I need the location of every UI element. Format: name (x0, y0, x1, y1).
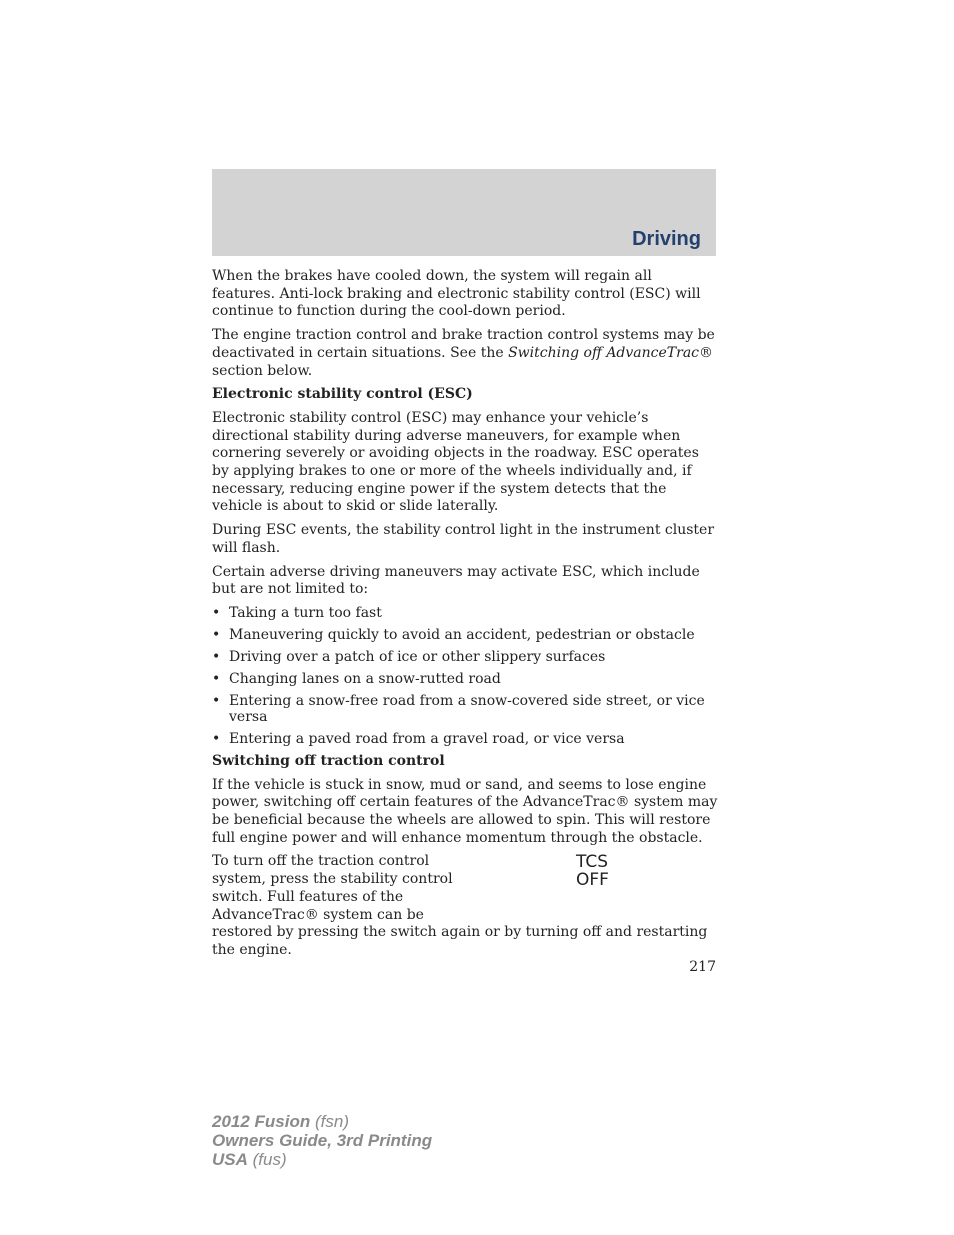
paragraph-esc-description: Electronic stability control (ESC) may enhance your vehicle’s directional stability during adverse maneuvers, for example when cornering severely or avoiding objects in the roadway. ESC operates by applying brakes to one or more of the wheels individually and, if necessary, reducing engine power if the system detects that the vehicle is about to skid or slide laterally. (212, 409, 699, 515)
bullet-icon: • (212, 670, 221, 687)
bullet-icon: • (212, 648, 221, 665)
paragraph-esc-events: During ESC events, the stability control light in the instrument cluster will flash. (212, 522, 715, 556)
list-item: • Entering a paved road from a gravel road, or vice versa (212, 730, 625, 747)
footer-model: 2012 Fusion (212, 1112, 311, 1131)
tcs-off-icon (576, 853, 609, 889)
tcs-instruction-block (212, 853, 718, 959)
list-item: • Taking a turn too fast (212, 604, 382, 621)
paragraph-deactivation-end: section below. (212, 362, 313, 379)
footer (212, 1112, 432, 1169)
list-item: • Maneuvering quickly to avoid an accident, pedestrian or obstacle (212, 626, 695, 643)
footer-guide: Owners Guide, 3rd Printing (212, 1131, 433, 1150)
paragraph-deactivation-text: The engine traction control and brake traction control systems may be deactivated in certain situations. See the (212, 327, 715, 361)
footer-guide-line (212, 1131, 432, 1150)
page-number: 217 (689, 959, 716, 975)
footer-region-line (212, 1150, 432, 1169)
footer-model-code: (fsn) (315, 1112, 349, 1131)
list-item: • Changing lanes on a snow-rutted road (212, 670, 501, 687)
bullet-icon: • (212, 626, 221, 643)
section-header-band (212, 169, 716, 256)
bullet-icon: • (212, 730, 221, 747)
paragraph-cooldown: When the brakes have cooled down, the system will regain all features. Anti-lock braking and electronic stability control (ESC) will continue to function during the cool-down period. (212, 268, 701, 320)
heading-esc: Electronic stability control (ESC) (212, 386, 473, 403)
bullet-icon: • (212, 604, 221, 621)
list-item: • Entering a snow-free road from a snow-covered side street, or vice versa (212, 692, 705, 725)
paragraph-esc-maneuvers: Certain adverse driving maneuvers may activate ESC, which include but are not limited to: (212, 563, 700, 598)
footer-model-line (212, 1112, 432, 1131)
paragraph-tcs-restore: restored by pressing the switch again or by turning off and restarting the engine. (212, 924, 708, 958)
maneuver-list (212, 605, 718, 747)
footer-region-code: (fus) (252, 1150, 287, 1169)
paragraph-deactivation (212, 327, 718, 380)
footer-region: USA (212, 1150, 248, 1169)
paragraph-tcs-instruction: To turn off the traction control system, press the stability control switch. Full features of the AdvanceTrac® system can be (212, 853, 453, 923)
heading-traction: Switching off traction control (212, 752, 445, 769)
page-content (212, 268, 718, 960)
bullet-icon: • (212, 692, 221, 709)
section-title: Driving (632, 228, 701, 250)
advancetrac-reference: Switching off AdvanceTrac® (508, 344, 714, 361)
tcs-icon-line2: OFF (576, 870, 609, 891)
tcs-icon-line1: TCS (576, 852, 609, 873)
list-item: • Driving over a patch of ice or other slippery surfaces (212, 648, 606, 665)
paragraph-traction-stuck: If the vehicle is stuck in snow, mud or sand, and seems to lose engine power, switching off certain features of the AdvanceTrac® system may be beneficial because the wheels are allowed to spin. This will restore full engine power and will enhance momentum through the obstacle. (212, 776, 718, 846)
